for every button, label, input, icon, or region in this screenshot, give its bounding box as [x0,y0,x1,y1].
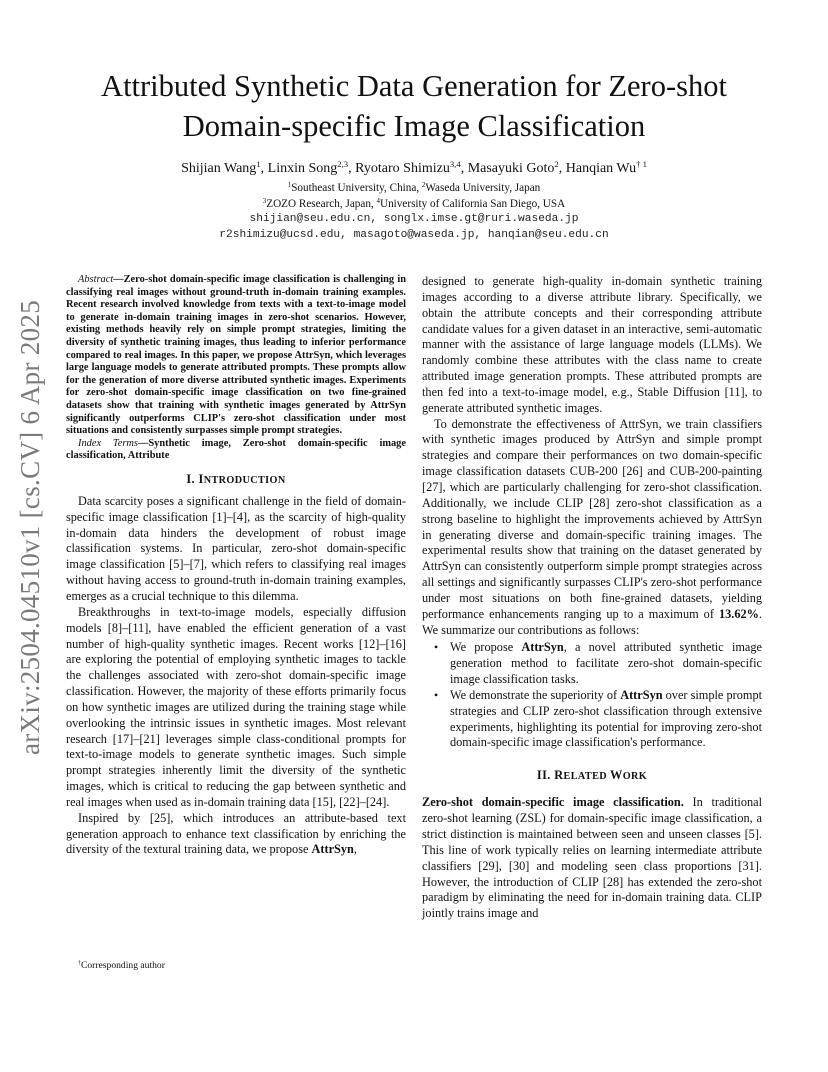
paragraph: designed to generate high-quality in-domain synthetic training images according to a diverse attribute library. Specifically, we obtain the attribute concepts and their corresponding attribute candidate values for a given dataset in an interactive, semi-automatic manner with the assistance of large language models (LLMs). We randomly combine these attributes with the class name to create attributed image generation prompts. These attributed prompts are then fed into a text-to-image model, e.g., Stable Diffusion [11], to generate attributed synthetic images. [422,274,762,415]
abstract-label: Abstract [78,274,114,285]
left-column [66,274,406,858]
arxiv-identifier-text: arXiv:2504.04510v1 [cs.CV] 6 Apr 2025 [15,299,46,755]
list-item: • We demonstrate the superiority of AttrSyn over simple prompt strategies and CLIP zero-shot classification through extensive experiments, highlighting its potential for improving zero-shot domain-specific image classification's performance. [434,687,763,750]
abstract-text: Zero-shot domain-specific image classification is challenging in classifying real images without ground-truth in-domain training examples. Recent research involved knowledge from texts with a text-to-image model to generate in-domain training images in zero-shot scenarios. However, existing methods heavily rely on simple prompt strategies, limiting the diversity of synthetic training images, thus leading to inferior performance compared to real images. In this paper, we propose AttrSyn, which leverages large language models to generate attributed prompts. These prompts allow for the generation of more diverse attributed synthetic images. Experiments for zero-shot domain-specific image classification on two fine-grained datasets show that training with synthetic images generated by AttrSyn significantly outperforms CLIP's zero-shot classification under most situations and consistently surpasses simple prompt strategies. [66,274,406,437]
paragraph: Inspired by [25], which introduces an attribute-based text generation approach to enhance text classification by enriching the diversity of the textural training data, we propose AttrSyn, [66,810,406,857]
author: Linxin Song$^{2,3}$ [267,159,349,176]
index-terms-text: Synthetic image, Zero-shot domain-specific image classification, Attribute [66,437,406,462]
author: Shijian Wang$^1$ [181,159,261,176]
contribution-list [422,640,762,751]
paragraph: Data scarcity poses a significant challenge in the field of domain-specific image classification [1]–[4], as the scarcity of high-quality in-domain data hinders the development of robust image classification systems. In particular, zero-shot domain-specific image classification [5]–[7], which refers to classifying real images without having access to ground-truth in-domain training examples, emerges as a crucial technique to this dilemma. [66,493,406,603]
paragraph: To demonstrate the effectiveness of AttrSyn, we train classifiers with synthetic images produced by AttrSyn and simple prompt strategies and compare their performances on two domain-specific image classification datasets CUB-200 [26] and CUB-200-painting [27], which are particularly challenging for zero-shot classification. Additionally, we include CLIP [28] zero-shot classification as a strong baseline to highlight the improvements achieved by AttrSyn in generating diverse and domain-specific training images. The experimental results show that training on the dataset generated by AttrSyn can consistently outperform simple prompt strategies across all settings and significantly surpasses CLIP's zero-shot performance under most situations on both fine-grained datasets, yielding performance enhancements ranging up to a maximum of 13.62%. We summarize our contributions as follows: [422,416,762,637]
index-terms: Index Terms—Synthetic image, Zero-shot domain-specific image classification, Attribute [66,437,406,462]
paper-title [60,66,768,146]
footnote-text: Corresponding author [80,960,165,971]
author-list: Shijian Wang$^1$, Linxin Song$^{2,3}$, Ryotaro Shimizu$^{3,4}$, Masayuki Goto$^2$, Hanqian Wu$^{\dagger 1}$ [181,159,647,176]
author: Hanqian Wu$^{\dagger 1}$ [565,159,647,176]
title-line-2: Domain-specific Image Classification [182,109,646,143]
author: Masayuki Goto$^2$ [467,159,559,176]
email-line-2: r2shimizu@ucsd.edu, masagoto@waseda.jp, hanqian@seu.edu.cn [219,229,609,241]
section-heading-introduction: I. INTRODUCTION [186,471,286,486]
index-terms-label: Index Terms [78,437,138,449]
arxiv-identifier [11,292,51,762]
section-heading-related-work: II. RELATED WORK [536,768,648,783]
author: Ryotaro Shimizu$^{3,4}$ [355,159,461,176]
right-column [422,274,762,922]
paragraph-heading: Zero-shot domain-specific image classification. [422,795,684,810]
paragraph: Zero-shot domain-specific image classification. In traditional zero-shot learning (ZSL) for domain-specific image classification, a strict distinction is maintained between seen and unseen classes [5]. This line of work typically relies on learning intermediate attribute classifiers [29], [30] and modeling seen class proportions [31]. However, the introduction of CLIP [28] has extended the zero-shot paradigm by eliminating the need for in-domain training data. CLIP jointly trains image and [422,795,762,921]
footnote: †Corresponding author [78,960,165,971]
affiliation-line-1: $^1$Southeast University, China, $^2$Waseda University, Japan [287,181,541,194]
affiliation-line-2: $^3$ZOZO Research, Japan, $^4$University of California San Diego, USA [262,197,566,210]
email-line-1: shijian@seu.edu.cn, songlx.imse.gt@ruri.waseda.jp [249,213,579,225]
bullet-icon: • [434,687,439,702]
bullet-icon: • [434,640,439,655]
paragraph: Breakthroughs in text-to-image models, especially diffusion models [8]–[11], have enabled the efficient generation of a vast number of high-quality synthetic images. Recent works [12]–[16] are exploring the potential of employing synthetic images to tackle the challenges associated with zero-shot domain-specific image classification. However, the majority of these efforts primarily focus on how synthetic images are utilized during the training stage while overlooking the intrinsic issues in synthetic images. Most relevant research [17]–[21] leverages simple class-conditional prompts for text-to-image models to generate synthetic images. Such simple prompt strategies inherently limit the diversity of the synthetic images, which is critical to reducing the gap between synthetic and real images when used as in-domain training data [15], [22]–[24]. [66,604,406,809]
list-item: • We propose AttrSyn, a novel attributed synthetic image generation method to facilitate zero-shot domain-specific image classification tasks. [434,640,762,687]
title-line-1: Attributed Synthetic Data Generation for Zero-shot [101,69,727,103]
abstract: Abstract—Zero-shot domain-specific image classification is challenging in classifying real images without ground-truth in-domain training examples. Recent research involved knowledge from texts with a text-to-image model to generate in-domain training images in zero-shot scenarios. However, existing methods heavily rely on simple prompt strategies, limiting the diversity of synthetic training images, thus leading to inferior performance compared to real images. In this paper, we propose AttrSyn, which leverages large language models to generate attributed prompts. These prompts allow for the generation of more diverse attributed synthetic images. Experiments for zero-shot domain-specific image classification on two fine-grained datasets show that training with synthetic images generated by AttrSyn significantly outperforms CLIP's zero-shot classification under most situations and consistently surpasses simple prompt strategies. [66,274,406,437]
